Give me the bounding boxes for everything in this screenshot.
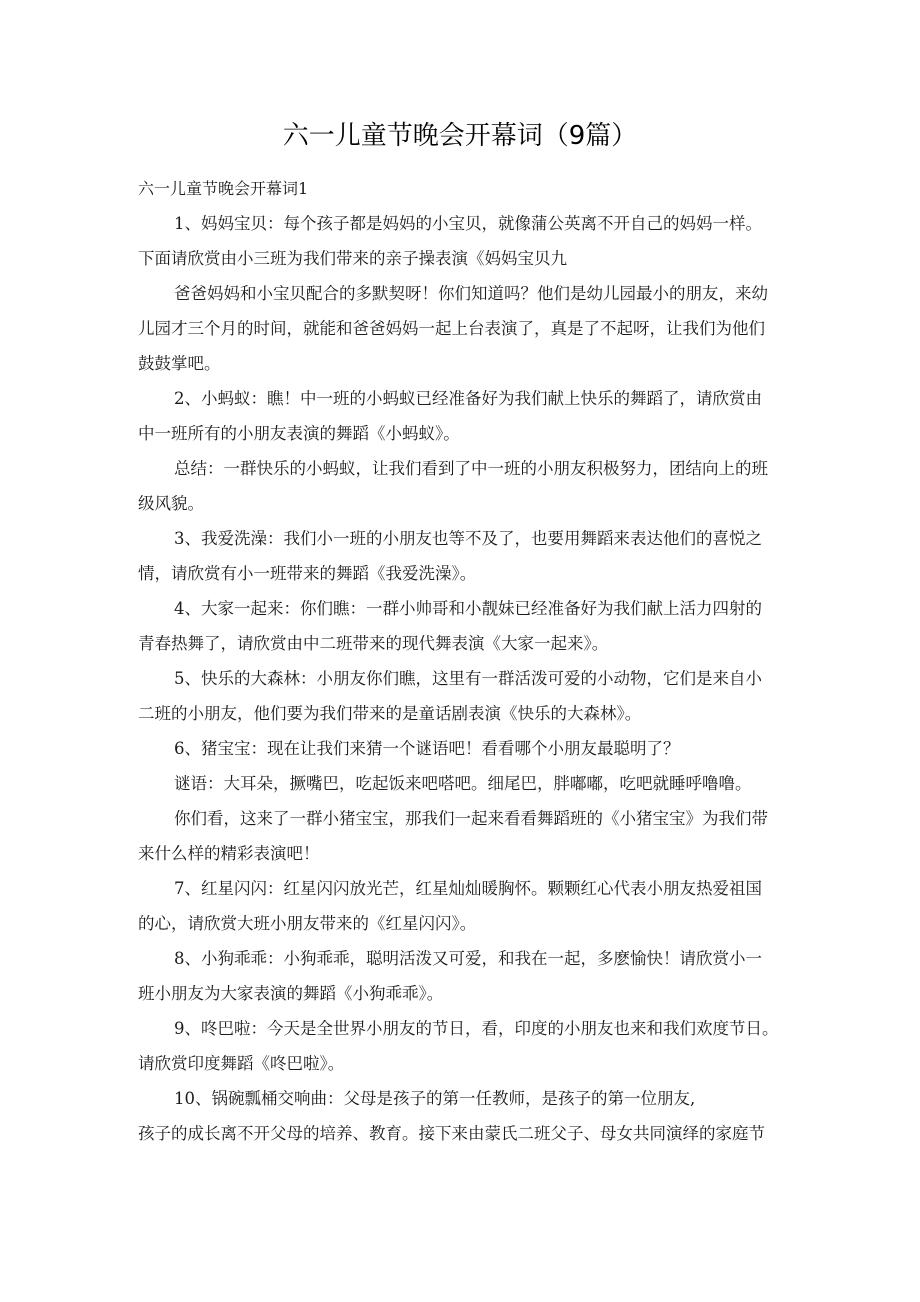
text-line: 孩子的成长离不开父母的培养、教育。接下来由蒙氏二班父子、母女共同演绎的家庭节 xyxy=(138,1124,765,1143)
text-line: 下面请欣赏由小三班为我们带来的亲子操表演《妈妈宝贝九 xyxy=(138,249,567,268)
text-line: 的心，请欣赏大班小朋友带来的《红星闪闪》。 xyxy=(138,914,477,933)
text-line: 情，请欣赏有小一班带来的舞蹈《我爱洗澡》。 xyxy=(138,564,477,583)
text-line: 鼓鼓掌吧。 xyxy=(138,354,221,373)
text-line: 你们看，这来了一群小猪宝宝，那我们一起来看看舞蹈班的《小猪宝宝》为我们带 xyxy=(174,809,768,828)
text-line: 总结：一群快乐的小蚂蚁，让我们看到了中一班的小朋友积极努力，团结向上的班 xyxy=(174,459,768,478)
document-body xyxy=(138,171,798,1151)
text-line: 7、红星闪闪：红星闪闪放光芒，红星灿灿暖胸怀。颗颗红心代表小朋友热爱祖国 xyxy=(174,879,762,898)
text-line: 中一班所有的小朋友表演的舞蹈《小蚂蚁》。 xyxy=(138,424,460,443)
section-heading: 六一儿童节晚会开幕词1 xyxy=(138,179,309,198)
text-line: 9、咚巴啦：今天是全世界小朋友的节日，看，印度的小朋友也来和我们欢度节日。 xyxy=(174,1019,779,1038)
text-line: 4、大家一起来：你们瞧：一群小帅哥和小靓妹已经准备好为我们献上活力四射的 xyxy=(174,599,762,618)
text-line: 请欣赏印度舞蹈《咚巴啦》。 xyxy=(138,1054,345,1073)
text-line: 来什么样的精彩表演吧！ xyxy=(138,844,320,863)
text-line: 青春热舞了，请欣赏由中二班带来的现代舞表演《大家一起来》。 xyxy=(138,634,609,653)
text-line: 谜语：大耳朵，撅嘴巴，吃起饭来吧嗒吧。细尾巴，胖嘟嘟，吃吧就睡呼噜噜。 xyxy=(174,774,752,793)
text-line: 爸爸妈妈和小宝贝配合的多默契呀！你们知道吗？他们是幼儿园最小的朋友，来幼 xyxy=(174,284,768,303)
text-line: 5、快乐的大森林：小朋友你们瞧，这里有一群活泼可爱的小动物，它们是来自小 xyxy=(174,669,762,688)
text-line: 8、小狗乖乖：小狗乖乖，聪明活泼又可爱，和我在一起，多麽愉快！请欣赏小一 xyxy=(174,949,762,968)
text-line: 10、锅碗瓢桶交响曲：父母是孩子的第一任教师，是孩子的第一位朋友, xyxy=(174,1089,696,1108)
document-title: 六一儿童节晚会开幕词（9篇） xyxy=(282,121,638,151)
text-line: 班小朋友为大家表演的舞蹈《小狗乖乖》。 xyxy=(138,984,444,1003)
text-line: 1、妈妈宝贝：每个孩子都是妈妈的小宝贝，就像蒲公英离不开自己的妈妈一样。 xyxy=(174,214,762,233)
text-line: 级风貌。 xyxy=(138,494,204,513)
text-line: 3、我爱洗澡：我们小一班的小朋友也等不及了，也要用舞蹈来表达他们的喜悦之 xyxy=(174,529,762,548)
text-line: 2、小蚂蚁：瞧！中一班的小蚂蚁已经准备好为我们献上快乐的舞蹈了，请欣赏由 xyxy=(174,389,762,408)
text-line: 6、猪宝宝：现在让我们来猜一个谜语吧！看看哪个小朋友最聪明了？ xyxy=(174,739,680,758)
text-line: 儿园才三个月的时间，就能和爸爸妈妈一起上台表演了，真是了不起呀，让我们为他们 xyxy=(138,319,765,338)
paragraph-lines xyxy=(138,206,798,1151)
text-line: 二班的小朋友，他们要为我们带来的是童话剧表演《快乐的大森林》。 xyxy=(138,704,642,723)
